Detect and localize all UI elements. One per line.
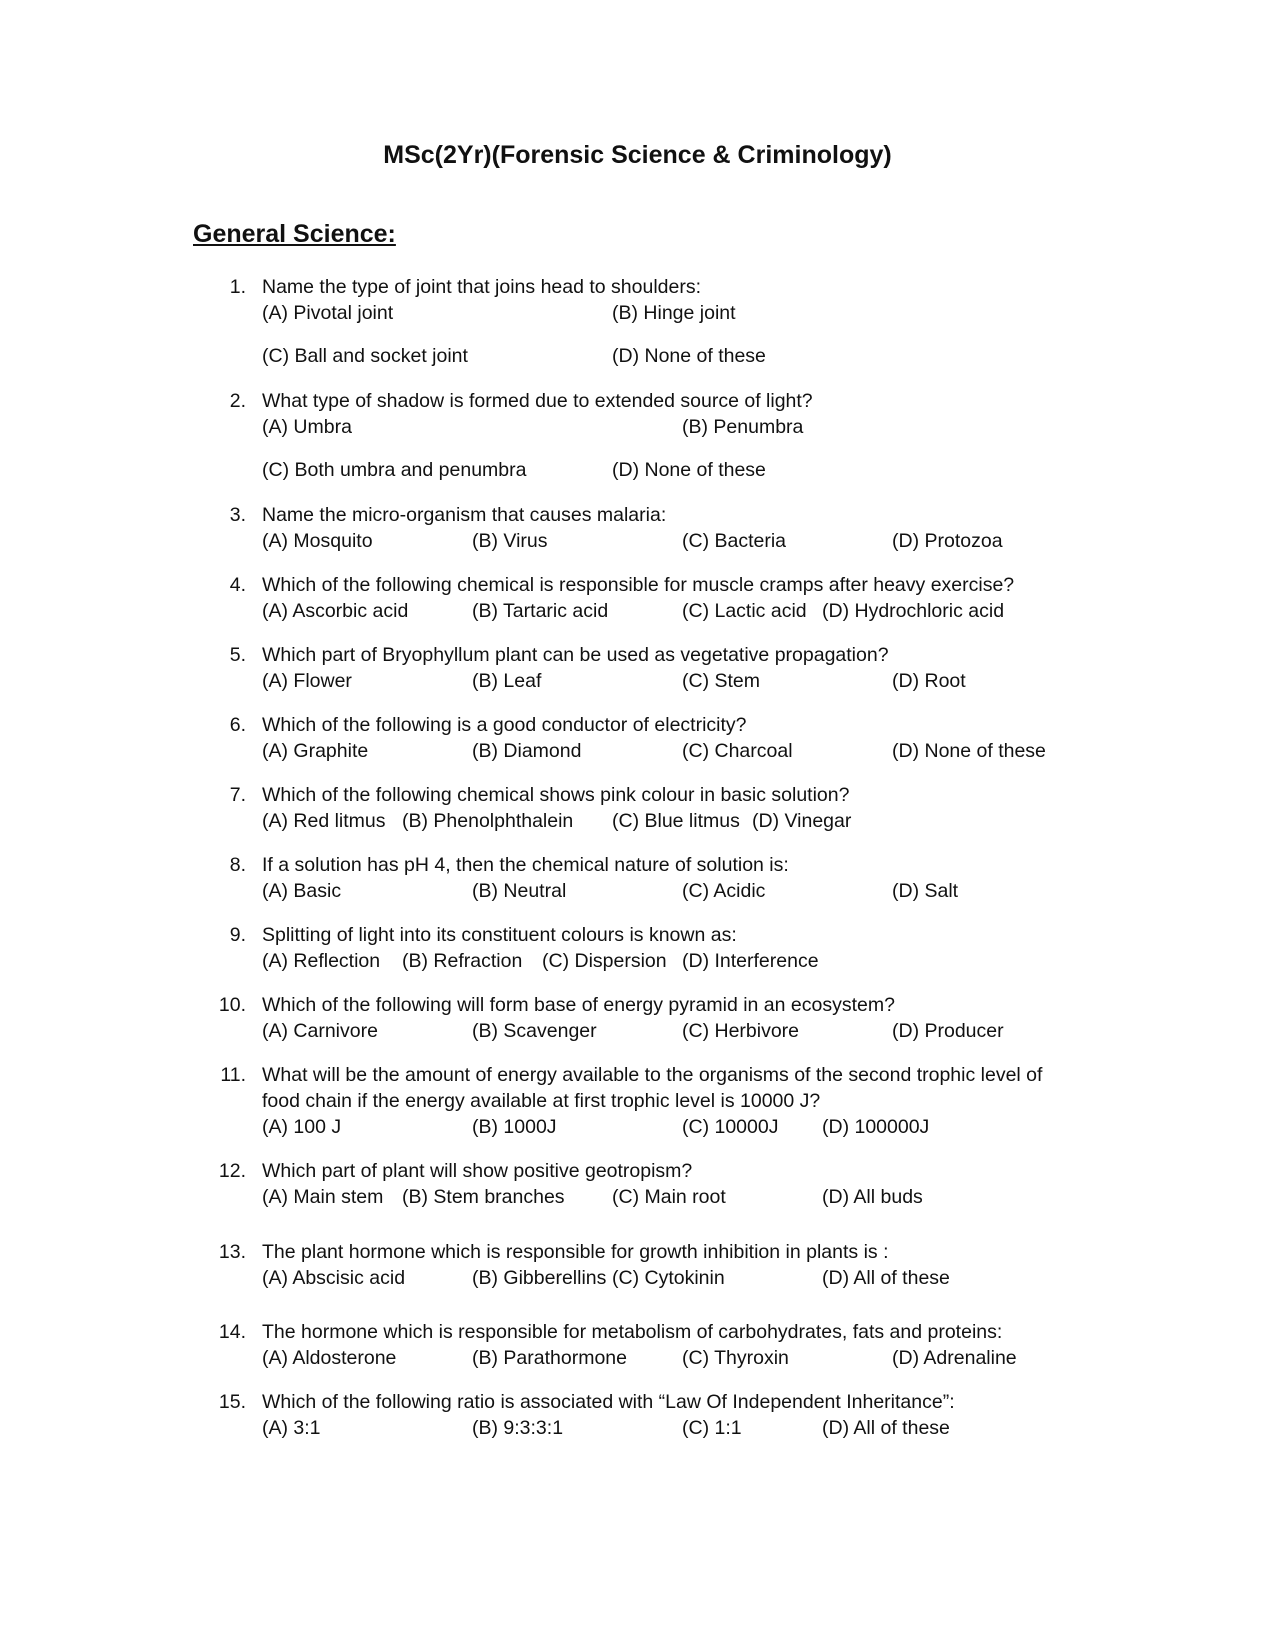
option-d: (D) None of these xyxy=(612,345,766,367)
question-text: Name the type of joint that joins head to shoulders: xyxy=(262,276,702,298)
option-a: (A) Graphite xyxy=(262,740,369,762)
option-c: (C) Acidic xyxy=(682,880,766,902)
option-a: (A) Umbra xyxy=(262,416,352,438)
option-b: (B) Diamond xyxy=(472,740,582,762)
question-number: 4. xyxy=(229,574,246,596)
question-text: Splitting of light into its constituent colours is known as: xyxy=(262,924,737,946)
option-a: (A) Red litmus xyxy=(262,810,386,832)
question-text: Which of the following ratio is associated with “Law Of Independent Inheritance”: xyxy=(262,1391,955,1413)
question-text: What type of shadow is formed due to extended source of light? xyxy=(262,390,813,412)
question-number: 5. xyxy=(229,644,246,666)
option-c: (C) Thyroxin xyxy=(682,1347,789,1369)
option-d: (D) Protozoa xyxy=(892,530,1003,552)
question-text: Which part of plant will show positive geotropism? xyxy=(262,1160,693,1182)
option-b: (B) Neutral xyxy=(472,880,567,902)
option-c: (C) Lactic acid xyxy=(682,600,807,622)
option-b: (B) Leaf xyxy=(472,670,542,692)
option-d: (D) All of these xyxy=(822,1417,950,1439)
option-a: (A) 100 J xyxy=(262,1116,342,1138)
option-d: (D) Vinegar xyxy=(752,810,852,832)
option-c: (C) Herbivore xyxy=(682,1020,800,1042)
question-text: If a solution has pH 4, then the chemical nature of solution is: xyxy=(262,854,789,876)
option-b: (B) Scavenger xyxy=(472,1020,597,1042)
option-c: (C) Blue litmus xyxy=(612,810,740,832)
option-c: (C) 1:1 xyxy=(682,1417,742,1439)
option-c: (C) Dispersion xyxy=(542,950,667,972)
question-number: 3. xyxy=(229,504,246,526)
section-heading: General Science: xyxy=(193,220,396,248)
option-d: (D) Producer xyxy=(892,1020,1004,1042)
question-text: Which of the following chemical is responsible for muscle cramps after heavy exercise? xyxy=(262,574,1015,596)
option-c: (C) Both umbra and penumbra xyxy=(262,459,527,481)
option-b: (B) Hinge joint xyxy=(612,302,736,324)
option-c: (C) Main root xyxy=(612,1186,726,1208)
question-text: Name the micro-organism that causes malaria: xyxy=(262,504,667,526)
option-a: (A) 3:1 xyxy=(262,1417,321,1439)
option-b: (B) Penumbra xyxy=(682,416,804,438)
option-c: (C) Cytokinin xyxy=(612,1267,725,1289)
option-b: (B) Virus xyxy=(472,530,548,552)
option-d: (D) Interference xyxy=(682,950,819,972)
option-a: (A) Ascorbic acid xyxy=(262,600,409,622)
question-number: 1. xyxy=(229,276,246,298)
option-c: (C) Ball and socket joint xyxy=(262,345,468,367)
option-b: (B) 1000J xyxy=(472,1116,557,1138)
question-text-continued: food chain if the energy available at first trophic level is 10000 J? xyxy=(262,1090,821,1112)
option-c: (C) Stem xyxy=(682,670,760,692)
option-a: (A) Basic xyxy=(262,880,342,902)
question-text: The hormone which is responsible for metabolism of carbohydrates, fats and proteins: xyxy=(262,1321,1003,1343)
option-b: (B) Parathormone xyxy=(472,1347,627,1369)
question-number: 15. xyxy=(218,1391,246,1413)
question-number: 14. xyxy=(218,1321,246,1343)
question-text: Which of the following is a good conductor of electricity? xyxy=(262,714,747,736)
option-a: (A) Pivotal joint xyxy=(262,302,394,324)
option-d: (D) Salt xyxy=(892,880,959,902)
option-b: (B) Tartaric acid xyxy=(472,600,609,622)
option-a: (A) Mosquito xyxy=(262,530,373,552)
question-number: 7. xyxy=(229,784,246,806)
question-text: The plant hormone which is responsible for growth inhibition in plants is : xyxy=(262,1241,889,1263)
option-c: (C) Charcoal xyxy=(682,740,793,762)
option-b: (B) Refraction xyxy=(402,950,523,972)
option-b: (B) 9:3:3:1 xyxy=(472,1417,564,1439)
option-d: (D) Adrenaline xyxy=(892,1347,1017,1369)
question-number: 13. xyxy=(218,1241,246,1263)
question-text: Which of the following will form base of energy pyramid in an ecosystem? xyxy=(262,994,895,1016)
option-c: (C) Bacteria xyxy=(682,530,787,552)
question-number: 11. xyxy=(220,1064,246,1086)
option-d: (D) All buds xyxy=(822,1186,923,1208)
option-a: (A) Aldosterone xyxy=(262,1347,397,1369)
question-number: 6. xyxy=(229,714,246,736)
question-number: 2. xyxy=(229,390,246,412)
option-a: (A) Abscisic acid xyxy=(262,1267,406,1289)
option-a: (A) Reflection xyxy=(262,950,381,972)
question-number: 12. xyxy=(218,1160,246,1182)
question-text: What will be the amount of energy available to the organisms of the second trophic level of xyxy=(262,1064,1043,1086)
option-d: (D) 100000J xyxy=(822,1116,930,1138)
option-d: (D) Root xyxy=(892,670,966,692)
option-b: (B) Stem branches xyxy=(402,1186,565,1208)
option-a: (A) Flower xyxy=(262,670,352,692)
question-number: 10. xyxy=(218,994,246,1016)
option-c: (C) 10000J xyxy=(682,1116,779,1138)
option-d: (D) None of these xyxy=(892,740,1046,762)
option-b: (B) Gibberellins xyxy=(472,1267,607,1289)
option-a: (A) Main stem xyxy=(262,1186,384,1208)
question-number: 9. xyxy=(229,924,246,946)
question-number: 8. xyxy=(229,854,246,876)
page-title: MSc(2Yr)(Forensic Science & Criminology) xyxy=(383,141,892,169)
question-text: Which part of Bryophyllum plant can be used as vegetative propagation? xyxy=(262,644,889,666)
option-d: (D) All of these xyxy=(822,1267,950,1289)
option-a: (A) Carnivore xyxy=(262,1020,378,1042)
option-d: (D) Hydrochloric acid xyxy=(822,600,1005,622)
option-b: (B) Phenolphthalein xyxy=(402,810,574,832)
question-text: Which of the following chemical shows pink colour in basic solution? xyxy=(262,784,850,806)
option-d: (D) None of these xyxy=(612,459,766,481)
